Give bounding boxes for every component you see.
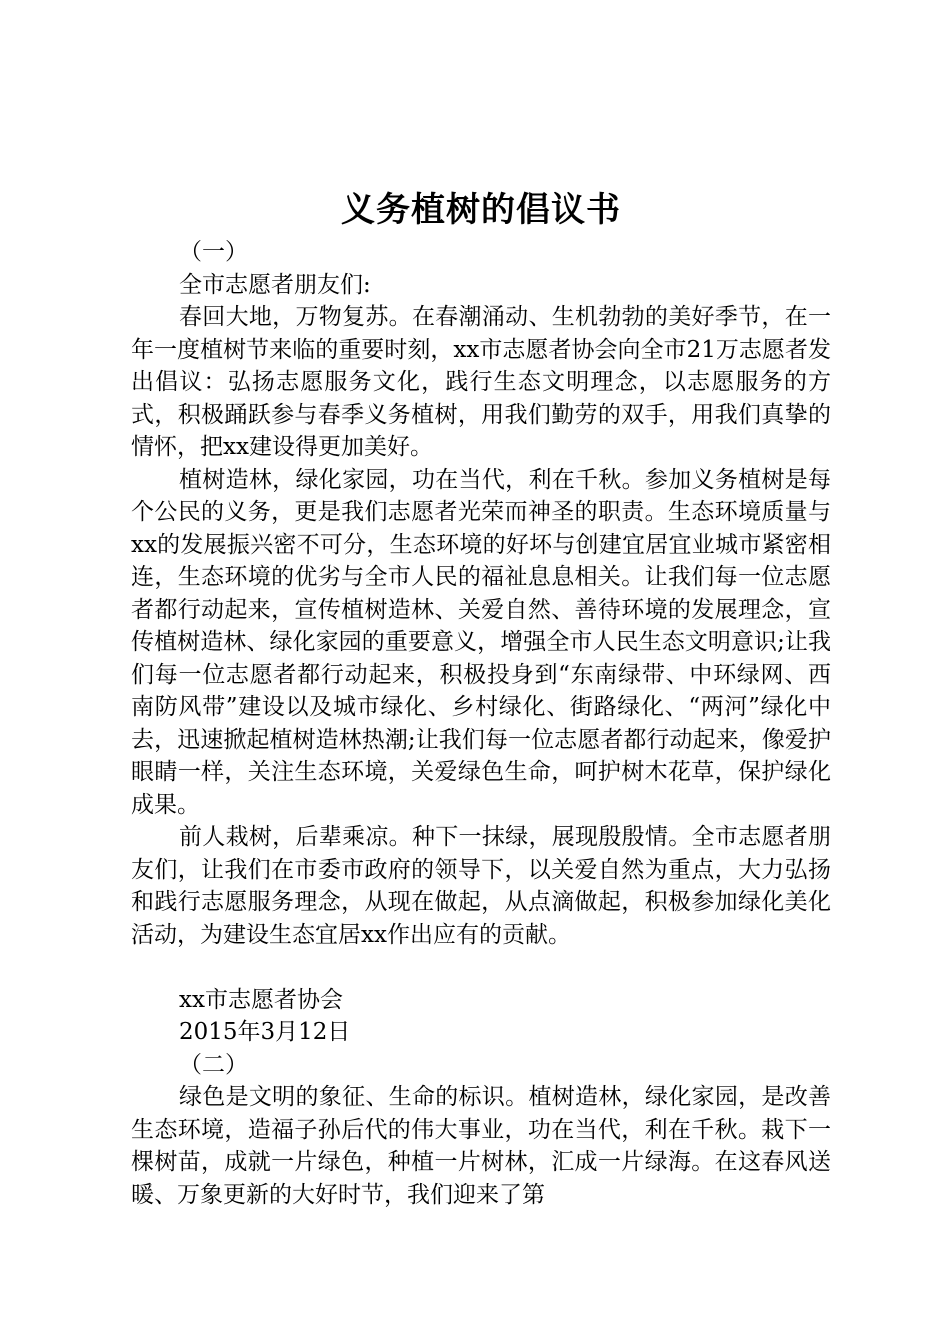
paragraph-1: 春回大地，万物复苏。在春潮涌动、生机勃勃的美好季节，在一年一度植树节来临的重要时刻，xx市志愿者协会向全市21万志愿者发出倡议：弘扬志愿服务文化，践行生态文明理念，以志愿服务的方式，积极踊跃参与春季义务植树，用我们勤劳的双手，用我们真挚的情怀，把xx建设得更加美好。: [131, 304, 831, 460]
paragraph-2: 植树造林，绿化家园，功在当代，利在千秋。参加义务植树是每个公民的义务，更是我们志愿者光荣而神圣的职责。生态环境质量与xx的发展振兴密不可分，生态环境的好坏与创建宜居宜业城市紧密相连，生态环境的优劣与全市人民的福祉息息相关。让我们每一位志愿者都行动起来，宣传植树造林、关爱自然、善待环境的发展理念，宣传植树造林、绿化家园的重要意义，增强全市人民生态文明意识;让我们每一位志愿者都行动起来，积极投身到“东南绿带、中环绿网、西南防风带”建设以及城市绿化、乡村绿化、街路绿化、“两河”绿化中去，迅速掀起植树造林热潮;让我们每一位志愿者都行动起来，像爱护眼睛一样，关注生态环境，关爱绿色生命，呵护树木花草，保护绿化成果。: [131, 466, 831, 818]
blank-line: [131, 951, 831, 984]
document-body: [131, 236, 831, 1211]
paragraph-3: 前人栽树，后辈乘凉。种下一抹绿，展现殷殷情。全市志愿者朋友们，让我们在市委市政府的领导下，以关爱自然为重点，大力弘扬和践行志愿服务理念，从现在做起，从点滴做起，积极参加绿化美化活动，为建设生态宜居xx作出应有的贡献。: [131, 824, 831, 948]
document-title: 义务植树的倡议书: [341, 190, 621, 230]
signature-organization: xx市志愿者协会: [179, 986, 343, 1013]
salutation: 全市志愿者朋友们:: [179, 271, 371, 298]
paragraph-4: 绿色是文明的象征、生命的标识。植树造林，绿化家园，是改善生态环境，造福子孙后代的伟大事业，功在当代，利在千秋。栽下一棵树苗，成就一片绿色，种植一片树林，汇成一片绿海。在这春风送暖、万象更新的大好时节，我们迎来了第: [131, 1084, 831, 1208]
signature-date: 2015年3月12日: [179, 1019, 351, 1045]
section-marker-2: （二）: [179, 1051, 248, 1078]
document-page: [131, 0, 831, 1211]
section-marker-1: （一）: [179, 239, 248, 265]
